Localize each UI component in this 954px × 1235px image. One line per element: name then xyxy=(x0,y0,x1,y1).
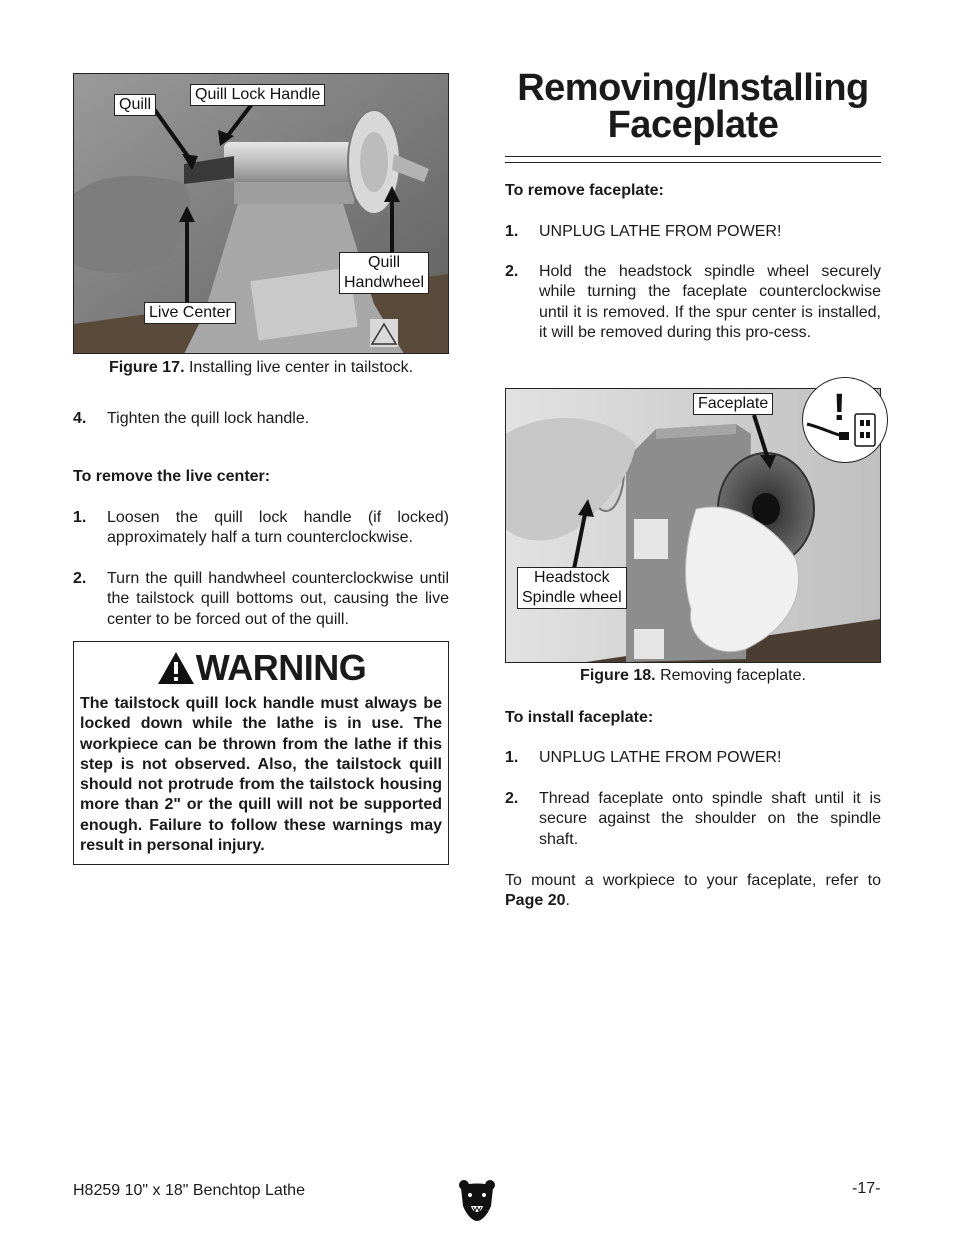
footer-model: H8259 10" x 18" Benchtop Lathe xyxy=(73,1182,305,1199)
page-reference-link: Page 20 xyxy=(505,892,566,910)
figure-17-caption-text: Installing live center in tailstock. xyxy=(184,359,414,376)
remove-faceplate-step-2 xyxy=(505,262,881,366)
figure-17-label: Figure 17. xyxy=(108,359,185,376)
remove-faceplate-step-1 xyxy=(505,222,881,244)
step-number: 1. xyxy=(73,509,87,526)
remove-faceplate-heading: To remove faceplate: xyxy=(505,182,664,199)
section-title: Removing/Installing Faceplate xyxy=(517,67,869,146)
install-faceplate-step-2 xyxy=(505,789,881,853)
mount-workpiece-text xyxy=(505,871,881,912)
step-number: 2. xyxy=(505,790,519,807)
mount-text-end: . xyxy=(565,892,570,910)
title-rule-top xyxy=(505,156,881,157)
figure-18-caption-text: Removing faceplate. xyxy=(655,667,806,684)
remove-live-center-step-1 xyxy=(73,508,449,552)
title-rule-bottom xyxy=(505,162,881,163)
callout-headstock-spindle-wheel: Headstock Spindle wheel xyxy=(517,567,627,609)
install-faceplate-heading: To install faceplate: xyxy=(505,709,654,726)
unplug-icon xyxy=(803,378,887,462)
step-text: Tighten the quill lock handle. xyxy=(107,410,310,427)
warning-header xyxy=(74,648,448,692)
warning-triangle-icon xyxy=(156,650,196,686)
step-number: 2. xyxy=(505,263,519,280)
remove-live-center-heading: To remove the live center: xyxy=(73,468,271,485)
callout-quill-handwheel: Quill Handwheel xyxy=(339,252,429,294)
warning-title: WARNING xyxy=(195,647,367,688)
step-text: UNPLUG LATHE FROM POWER! xyxy=(539,749,782,766)
callout-faceplate: Faceplate xyxy=(693,393,773,415)
footer-page-number: -17- xyxy=(852,1180,881,1197)
svg-text:!: ! xyxy=(833,387,846,429)
figure-18-caption xyxy=(505,667,881,685)
callout-quill: Quill xyxy=(114,94,156,116)
step-number: 1. xyxy=(505,223,519,240)
callout-live-center: Live Center xyxy=(144,302,236,324)
mount-text: To mount a workpiece to your faceplate, refer to xyxy=(505,872,881,889)
remove-live-center-step-2 xyxy=(73,569,449,633)
step-text: Loosen the quill lock handle (if locked) approximately half a turn counterclockwise. xyxy=(107,509,449,547)
figure-18-label: Figure 18. xyxy=(580,667,656,684)
step-number: 2. xyxy=(73,570,87,587)
step-text: UNPLUG LATHE FROM POWER! xyxy=(539,223,782,240)
grizzly-bear-logo-icon xyxy=(457,1178,497,1222)
step-text: Thread faceplate onto spindle shaft until it is secure against the shoulder on the spindle shaft. xyxy=(539,790,881,848)
warning-text: The tailstock quill lock handle must always be locked down while the lathe is in use. The workpiece can be thrown from the lathe if this step is not observed. Also, the tailstock quill should not protrude from the tailstock housing more than 2" or the quill will not be supported enough. Failure to follow these warnings may result in personal injury. xyxy=(80,695,442,855)
warning-box xyxy=(73,641,449,865)
step-number: 1. xyxy=(505,749,519,766)
step-text: Turn the quill handwheel counterclockwise until the tailstock quill bottoms out, causing the live center to be forced out of the quill. xyxy=(107,570,449,628)
figure-17-caption xyxy=(73,359,449,377)
step-text: Hold the headstock spindle wheel securely while turning the faceplate counterclockwise until it is removed. If the spur center is installed, it will be removed during this pro-cess. xyxy=(539,263,881,341)
install-faceplate-step-1 xyxy=(505,748,881,770)
unplug-badge xyxy=(802,377,888,463)
step-4 xyxy=(73,409,449,431)
figure-17-photo xyxy=(73,73,449,354)
step-number: 4. xyxy=(73,410,87,427)
callout-quill-lock-handle: Quill Lock Handle xyxy=(190,84,325,106)
